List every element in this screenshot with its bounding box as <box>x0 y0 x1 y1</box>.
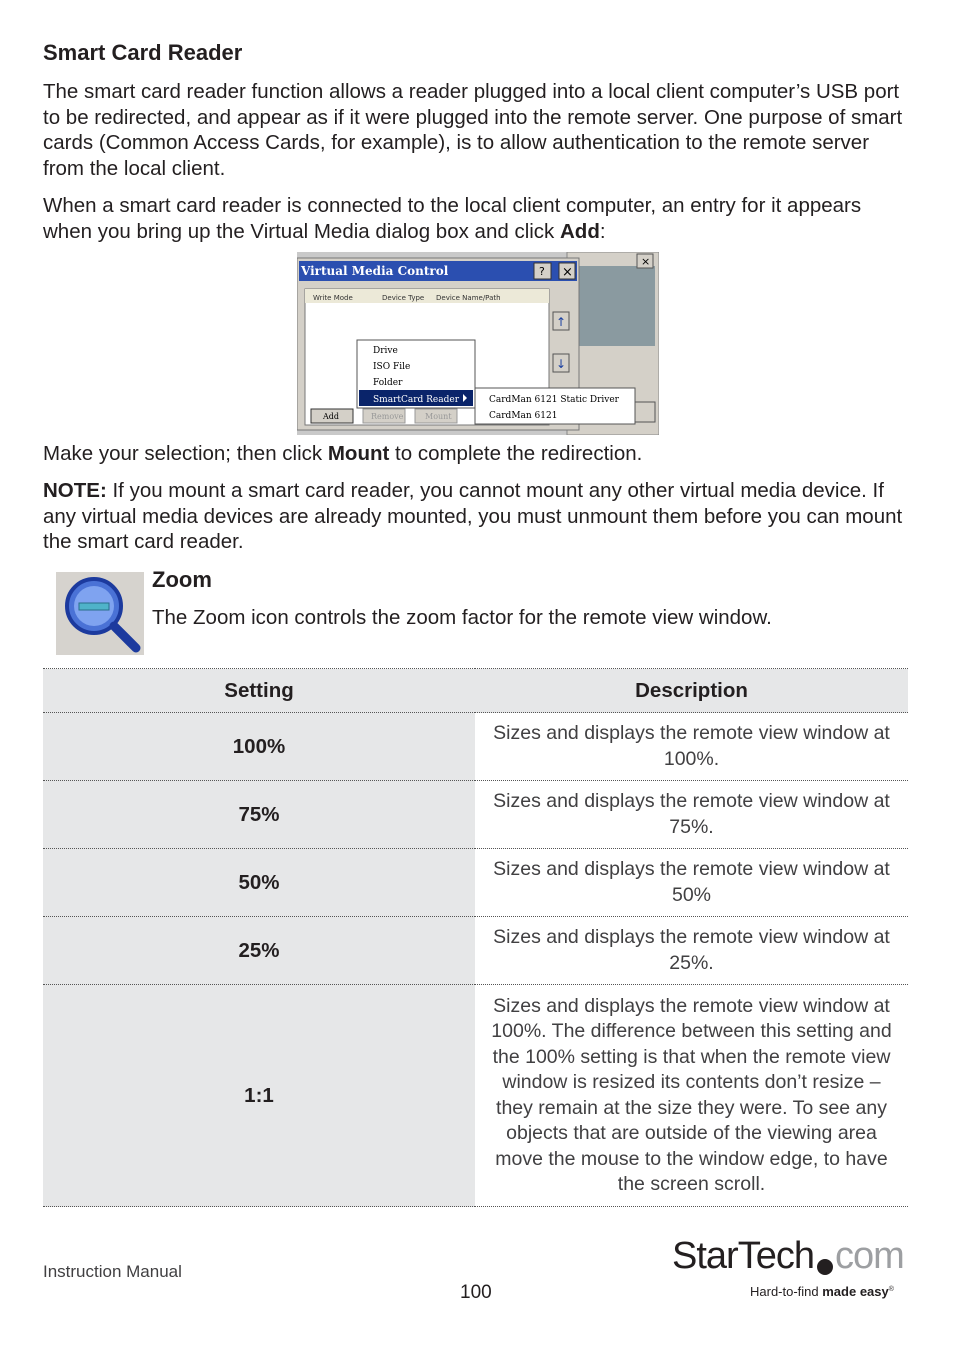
page-number: 100 <box>460 1282 492 1303</box>
tagline-bold: made easy <box>822 1284 889 1299</box>
svg-text:Hard-to-find made easy® <box>750 1284 895 1299</box>
close-button[interactable]: × <box>562 265 573 280</box>
mount-text: Make your selection; then click <box>43 442 328 465</box>
setting-cell: 100% <box>43 713 475 781</box>
svg-text:×: × <box>641 255 651 268</box>
zoom-icon <box>56 572 144 655</box>
mount-text-end: to complete the redirection. <box>389 442 643 465</box>
mount-paragraph <box>43 441 913 467</box>
header-description: Description <box>475 669 908 713</box>
tagline-regular: Hard-to-find <box>750 1284 823 1299</box>
menu-item-smartcard-reader[interactable]: SmartCard Reader <box>373 395 460 405</box>
mount-button[interactable]: Mount <box>425 412 452 421</box>
svg-text:StarTech <box>672 1235 814 1277</box>
description-cell: Sizes and displays the remote view window at 75%. <box>475 781 908 849</box>
table-row <box>43 781 908 849</box>
note-paragraph <box>43 478 913 555</box>
registered-mark: ® <box>888 1286 894 1293</box>
connect-paragraph <box>43 193 913 244</box>
move-up-button[interactable]: ↑ <box>556 315 567 329</box>
column-device-type: Device Type <box>382 294 425 302</box>
virtual-media-screenshot <box>297 252 659 435</box>
submenu-item-static-driver[interactable]: CardMan 6121 Static Driver <box>489 395 619 405</box>
section-heading: Smart Card Reader <box>43 40 243 65</box>
description-cell: Sizes and displays the remote view window at 25%. <box>475 917 908 985</box>
logo-text-startech: StarTech <box>672 1235 814 1277</box>
table-row <box>43 985 908 1207</box>
intro-paragraph: The smart card reader function allows a reader plugged into a local client computer’s USB port to be redirected, and appear as if it were plugged into the remote server. One purpose of smart cards (Common Access Cards, for example), is to allow authentication to the remote server from the local client. <box>43 80 903 180</box>
note-label: NOTE: <box>43 479 107 502</box>
setting-cell: 50% <box>43 849 475 917</box>
remove-button[interactable]: Remove <box>371 412 404 421</box>
description-cell: Sizes and displays the remote view window at 50% <box>475 849 908 917</box>
setting-cell: 25% <box>43 917 475 985</box>
help-button[interactable]: ? <box>539 265 545 278</box>
menu-item-folder[interactable]: Folder <box>373 378 403 388</box>
note-text: If you mount a smart card reader, you cannot mount any other virtual media device. If any virtual media devices are already mounted, you must unmount them before you can mount the smart card reader. <box>43 479 903 553</box>
dialog-title: Virtual Media Control <box>301 264 449 278</box>
move-down-button[interactable]: ↓ <box>556 357 567 371</box>
zoom-heading: Zoom <box>152 567 212 592</box>
menu-item-iso-file[interactable]: ISO File <box>373 362 411 372</box>
zoom-settings-table <box>43 668 908 1207</box>
logo-text-com: com <box>835 1235 904 1277</box>
logo-dot-icon <box>817 1259 833 1275</box>
connect-text: When a smart card reader is connected to the local client computer, an entry for it appears when you bring up the Virtual Media dialog box and click <box>43 194 862 243</box>
submenu-item-cardman[interactable]: CardMan 6121 <box>489 411 558 421</box>
add-button[interactable]: Add <box>323 412 340 421</box>
zoom-description: The Zoom icon controls the zoom factor for the remote view window. <box>152 606 772 629</box>
connect-colon: : <box>599 219 606 243</box>
header-setting: Setting <box>43 669 475 713</box>
table-row <box>43 849 908 917</box>
table-header-row <box>43 669 908 713</box>
column-device-name: Device Name/Path <box>436 294 501 302</box>
description-cell: Sizes and displays the remote view window at 100%. <box>475 713 908 781</box>
menu-item-drive[interactable]: Drive <box>373 346 398 356</box>
startech-logo <box>672 1230 912 1302</box>
footer-manual-label: Instruction Manual <box>43 1262 182 1281</box>
description-cell: Sizes and displays the remote view window at 100%. The difference between this setting and the 100% setting is that when the remote view window is resized its contents don’t resize – they remain at the size they were. To see any objects that are outside of the viewing area move the mouse to the window edge, to have the screen scroll. <box>475 985 908 1207</box>
table-row <box>43 917 908 985</box>
svg-text:com <box>835 1235 904 1277</box>
setting-cell: 75% <box>43 781 475 849</box>
column-write-mode: Write Mode <box>313 294 353 302</box>
mount-keyword: Mount <box>327 442 390 465</box>
add-keyword: Add <box>560 219 600 243</box>
setting-cell: 1:1 <box>43 985 475 1207</box>
table-row <box>43 713 908 781</box>
